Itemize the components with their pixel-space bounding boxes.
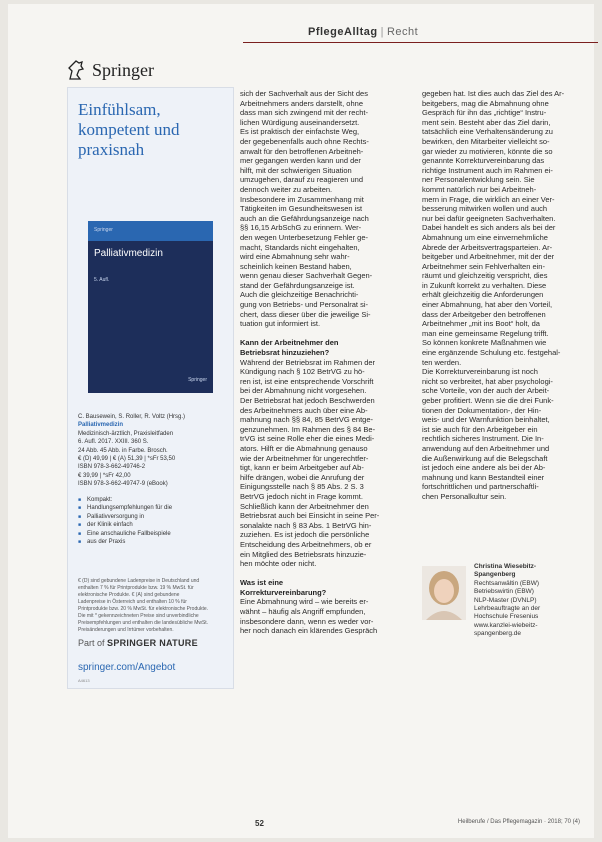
- magazine-page: [8, 4, 594, 838]
- article-text-line: geber profitiert. Wenn sie die drei Funk-: [422, 396, 554, 405]
- article-text-line: man eine gemeinsame Regelung trifft.: [422, 328, 549, 338]
- article-text-line: hilft, mit der schwierigen Situation: [240, 165, 352, 175]
- article-text-line: tatsächlich eine Verhaltensänderung zu: [422, 127, 553, 137]
- book-info-line: 24 Abb. 45 Abb. in Farbe. Brosch.: [78, 447, 168, 454]
- ad-bullet: ■ Kompakt:: [78, 496, 228, 504]
- article-text-line: ten werden.: [422, 357, 462, 367]
- article-text-line: beitgebers, mag die Abmahnung ohne: [422, 98, 549, 108]
- article-text-line: wie der Arbeitnehmer für ungerechtfer-: [240, 453, 369, 463]
- article-text-line: einer Abmahnung, hat aber den Vorteil,: [422, 300, 553, 310]
- article-text-line: Abrede der Arbeitsvertragsparteien. Ar-: [422, 242, 553, 252]
- fine-print-line: Printprodukte bzw. 20 % MwSt. für elektronische Produkte.: [78, 606, 209, 612]
- article-text-line: Kündigung nach § 102 BetrVG zu hö-: [240, 367, 365, 377]
- article-text-line: Schließlich kann der Arbeitnehmer den: [240, 501, 369, 511]
- book-info-line: ISBN 978-3-662-49746-2: [78, 464, 146, 471]
- article-text-line: kommt natürlich nur bei Arbeitneh-: [422, 184, 537, 194]
- article-text-line: Abmahnung um eine einvernehmliche: [422, 232, 548, 242]
- springer-nature-brand: SPRINGER NATURE: [107, 638, 198, 648]
- article-text-line: zuziehen. Es ist jedoch die persönliche: [240, 530, 370, 540]
- section-heading: Was ist eine: [240, 578, 284, 588]
- springer-wordmark: Springer: [92, 59, 154, 80]
- article-text-line: ner Personalentwicklung sein. Sie: [422, 175, 535, 185]
- paragraph-gap: [240, 329, 410, 339]
- author-portrait-icon: [422, 566, 466, 620]
- book-advertisement: [67, 87, 234, 689]
- article-text-line: wenn genau dieser Sachverhalt Gegen-: [240, 271, 373, 281]
- article-text-line: tuation gut informiert ist.: [240, 319, 321, 329]
- part-of-label: Part of: [78, 638, 105, 648]
- article-text-line: gar wieder zu motivieren, könnte die so: [422, 146, 553, 156]
- article-text-line: anwalt für den betroffenen Arbeitneh-: [240, 146, 364, 156]
- header-section: PflegeAlltag: [308, 26, 378, 38]
- article-text-line: hen möchte oder nicht.: [240, 559, 317, 569]
- article-text-line: BetrVG jedoch nicht in Frage kommt.: [240, 491, 363, 501]
- article-column-1: [240, 89, 410, 636]
- journal-citation: Heilberufe / Das Pflegemagazin · 2018; 70 (4): [457, 819, 580, 825]
- header-divider: |: [380, 26, 384, 38]
- fine-print-line: Ladenpreise in Österreich und enthalten 10 % für: [78, 599, 187, 605]
- article-text-line: fortschrittlichen und partnerschaftli-: [422, 482, 539, 492]
- ad-bullets: [78, 496, 228, 546]
- article-text-line: beitgeber und Arbeitnehmer, mit der der: [422, 252, 555, 262]
- article-text-line: Arbeitnehmer „mit ins Boot“ holt, da: [422, 319, 540, 329]
- article-text-line: Tätigkeiten im Gesundheitswesen ist: [240, 204, 363, 214]
- header-subsection: Recht: [386, 26, 419, 38]
- book-info-line: € 39,99 | *sFr 42,00: [78, 472, 131, 479]
- article-text-line: sich der Sachverhalt aus der Sicht des: [240, 89, 368, 98]
- article-text-line: in Zukunft korrekt zu verhalten. Diese: [422, 280, 547, 290]
- article-text-line: dass man sich zwingend mit der recht-: [240, 108, 368, 118]
- header-rule: [243, 42, 598, 43]
- fine-print-line: elektronische Produkte. € (A) sind gebundene: [78, 592, 180, 598]
- article-text-line: ren ist, ist eine entsprechende Vorschrift: [240, 376, 374, 386]
- ad-headline-line: kompetent und: [78, 120, 180, 139]
- book-info-title: Palliativmedizin: [78, 422, 124, 429]
- article-text-line: chert, dass dieser über die jeweilige Si-: [240, 309, 371, 319]
- article-text-line: Arbeitnehmers anders darstellt, ohne: [240, 98, 363, 108]
- article-text-line: räumt und gleichzeitig verspricht, dies: [422, 271, 548, 281]
- book-info-line: ISBN 978-3-662-49747-9 (eBook): [78, 481, 168, 488]
- book-cover-title: Palliativmedizin: [94, 248, 163, 259]
- article-text-line: §§ 16,15 ArbSchG zu erinnern. Wer-: [240, 223, 362, 233]
- article-text-line: macht, Standards nicht eingehalten,: [240, 242, 360, 252]
- article-text-line: Arbeitnehmer sein Fehlverhalten ein-: [422, 261, 545, 271]
- article-text-line: anwendung auf den Arbeitnehmer und: [422, 443, 550, 453]
- article-text-line: Gespräch für ihn das „richtige“ Instru-: [422, 108, 547, 118]
- article-text-line: mer gegangen werden kann und der: [240, 156, 361, 166]
- article-text-line: rechtlich sicheres Instrument. Die In-: [422, 434, 544, 444]
- article-text-line: insbesondere dann, wenn es weder vor-: [240, 616, 374, 626]
- article-text-line: der gegebenenfalls auch ohne Rechts-: [240, 136, 369, 146]
- article-column-2: [422, 89, 592, 502]
- article-text-line: Es ist praktisch der einfachste Weg,: [240, 127, 360, 137]
- article-text-line: bewirken, den Mitarbeiter vielleicht so-: [422, 136, 550, 146]
- article-text-line: tionen der Dokumentation-, der Hin-: [422, 405, 542, 415]
- section-heading: Betriebsrat hinzuziehen?: [240, 348, 330, 358]
- article-text-line: ist sie auch für den Arbeitgeber ein: [422, 424, 538, 434]
- part-of-springer-nature: [78, 638, 198, 648]
- book-cover-publisher: Springer: [188, 377, 207, 383]
- author-credential: Hochschule Fresenius: [474, 613, 539, 621]
- article-text-line: sonalakte nach § 83 Abs. 1 BetrVG hin-: [240, 520, 372, 530]
- article-text-line: nur bei dafür geeigneten Sachverhalten.: [422, 213, 556, 223]
- article-text-line: genzunehmen. Im Rahmen des § 84 Be-: [240, 424, 376, 434]
- author-credential: spangenberg.de: [474, 630, 521, 638]
- book-cover-edition: 5. Aufl.: [94, 277, 110, 283]
- author-name: Spangenberg: [474, 571, 516, 579]
- article-text-line: wird eine Abmahnung sehr wahr-: [240, 252, 350, 262]
- article-text-line: Einigungsstelle nach § 85 Abs. 2 S. 3: [240, 482, 364, 492]
- article-text-line: erhält gleichzeitig die Anforderungen: [422, 290, 544, 300]
- book-info-line: Medizinisch-ärztlich, Praxisleitfaden: [78, 430, 174, 437]
- book-info-line: € (D) 49,99 | € (A) 51,39 | *sFr 53,50: [78, 456, 176, 463]
- fine-print-line: enthalten 7 % für Printprodukte bzw. 19 % MwSt. für: [78, 585, 194, 591]
- springer-horse-icon: [66, 59, 86, 81]
- article-text-line: auch an die Gefährdungsanzeige nach: [240, 213, 369, 223]
- author-credential: www.kanzlei-wiebeitz-: [474, 621, 538, 629]
- article-text-line: ators. Hilft er die Abmahnung genauso: [240, 443, 368, 453]
- ad-url-link[interactable]: springer.com/Angebot: [78, 662, 176, 673]
- author-credential: Rechtsanwältin (EBW): [474, 579, 540, 587]
- article-text-line: gung von Betriebs- und Personalrat si-: [240, 300, 368, 310]
- article-text-line: tigt, kann er beim Arbeitgeber auf Ab-: [240, 463, 364, 473]
- article-text-line: stand der Gefährdungsanzeige ist.: [240, 280, 355, 290]
- author-credential: Betriebswirtin (EBW): [474, 588, 534, 596]
- article-text-line: So können konkrete Maßnahmen wie: [422, 338, 547, 348]
- author-credential: Lehrbeauftragte an der: [474, 605, 541, 613]
- author-credential: NLP-Master (DVNLP): [474, 596, 537, 604]
- article-text-line: die Außenwirkung auf die Belegschaft: [422, 453, 548, 463]
- ad-bullet: ■ Palliativversorgung in: [78, 513, 228, 521]
- article-text-line: besserung mitwirken wollen und auch: [422, 204, 548, 214]
- article-text-line: Betriebsrat auch bei Einsicht in seine Per-: [240, 511, 380, 521]
- article-text-line: eine ergänzende Schulung etc. festgehal-: [422, 348, 561, 358]
- section-heading: Kann der Arbeitnehmer den: [240, 338, 339, 348]
- article-text-line: mern in Frage, die wirklich an einer Ver-: [422, 194, 555, 204]
- book-info-line: 6. Aufl. 2017. XXIII. 360 S.: [78, 439, 149, 446]
- article-text-line: mahnung und kann Bestandteil einer: [422, 472, 545, 482]
- article-text-line: her noch danach ein klärendes Gespräch: [240, 626, 378, 636]
- article-text-line: mahnung nach §§ 84, 85 BetrVG entge-: [240, 415, 374, 425]
- article-text-line: bei der Abmahnung nicht vorgesehen.: [240, 386, 367, 396]
- article-text-line: Der Betriebsrat hat jedoch Beschwerden: [240, 396, 375, 405]
- author-bio: [474, 563, 540, 639]
- page-number: 52: [255, 819, 264, 828]
- article-text-line: Eine Abmahnung wird – wie bereits er-: [240, 597, 369, 607]
- article-text-line: umzugehen, darauf zu reagieren und: [240, 175, 364, 185]
- article-text-line: scheinlich keinen Bestand haben,: [240, 261, 352, 271]
- article-text-line: gegeben hat. Ist dies auch das Ziel des Ar-: [422, 89, 565, 98]
- ad-bullet: ■ aus der Praxis: [78, 538, 228, 546]
- article-text-line: sche Vorteile, von der auch der Arbeit-: [422, 386, 550, 396]
- book-info: [78, 413, 228, 489]
- article-text-line: richtige Instrument auch im Rahmen ei-: [422, 165, 553, 175]
- ad-headline-line: praxisnah: [78, 140, 145, 159]
- article-text-line: weis- und der Warnfunktion beinhaltet,: [422, 415, 550, 425]
- book-cover: [88, 221, 213, 393]
- ad-headline: [78, 100, 228, 160]
- ad-bullet: ■ Eine anschauliche Fallbeispiele: [78, 530, 228, 538]
- book-info-line: C. Bausewein, S. Roller, R. Voltz (Hrsg.): [78, 414, 186, 420]
- article-text-line: chen Personalkultur sein.: [422, 491, 507, 501]
- author-name: Christina Wiesebitz-: [474, 563, 537, 570]
- ad-headline-line: Einfühlsam,: [78, 100, 161, 119]
- fine-print-line: € (D) sind gebundene Ladenpreise in Deutschland und: [78, 578, 200, 584]
- article-text-line: Auch die gleichzeitige Benachrichti-: [240, 290, 359, 300]
- fine-print-line: Preisänderungen und Irrtümer vorbehalten.: [78, 627, 174, 633]
- fine-print-line: Die mit * gekennzeichneten Preise sind unverbindliche: [78, 613, 199, 619]
- page-header: [308, 26, 418, 38]
- article-text-line: des Arbeitnehmers auch über eine Ab-: [240, 405, 368, 415]
- article-text-line: ist jedoch eine andere als bei der Ab-: [422, 463, 546, 473]
- ad-fine-print: [78, 578, 228, 634]
- article-text-line: wähnt – häufig als Angriff empfunden,: [240, 607, 366, 617]
- article-text-line: ment sein. Besteht aber das Ziel darin,: [422, 117, 551, 127]
- article-text-line: lichen Würdigung auseinandersetzt.: [240, 117, 360, 127]
- article-text-line: Die Korrekturvereinbarung ist noch: [422, 367, 538, 377]
- article-text-line: trVG ist seine Rolle eher die eines Medi-: [240, 434, 375, 444]
- article-text-line: dass der Arbeitgeber den betroffenen: [422, 309, 546, 319]
- springer-logo: [66, 59, 154, 81]
- article-text-line: hilfe drängen, wobei die Anrufung der: [240, 472, 365, 482]
- ad-bullet: ■ der Klinik einfach: [78, 521, 228, 529]
- article-text-line: nicht so verbreitet, hat aber psychologi-: [422, 376, 553, 386]
- article-text-line: Insbesondere im Zusammenhang mit: [240, 194, 364, 204]
- article-text-line: ein Mitglied des Betriebsrats hinzuzie-: [240, 549, 367, 559]
- author-photo: [422, 566, 466, 620]
- article-text-line: den wegen Unterbesetzung Fehler ge-: [240, 232, 368, 242]
- ad-bullet: ■ Handlungsempfehlungen für die: [78, 504, 228, 512]
- fine-print-line: Preisempfehlungen und enthalten die landesübliche MwSt.: [78, 620, 209, 626]
- paragraph-gap: [240, 569, 410, 579]
- ad-code: A4613: [78, 678, 90, 683]
- article-text-line: dennoch weiter zu arbeiten.: [240, 184, 333, 194]
- section-heading: Korrekturvereinbarung?: [240, 587, 327, 597]
- article-text-line: Während der Betriebsrat im Rahmen der: [240, 357, 376, 367]
- book-cover-publisher-top: Springer: [94, 227, 113, 233]
- article-text-line: genannte Korrekturvereinbarung das: [422, 156, 545, 166]
- article-text-line: Dabei handelt es sich anders als bei der: [422, 223, 556, 233]
- article-text-line: Entscheidung des Arbeitnehmers, ob er: [240, 539, 372, 549]
